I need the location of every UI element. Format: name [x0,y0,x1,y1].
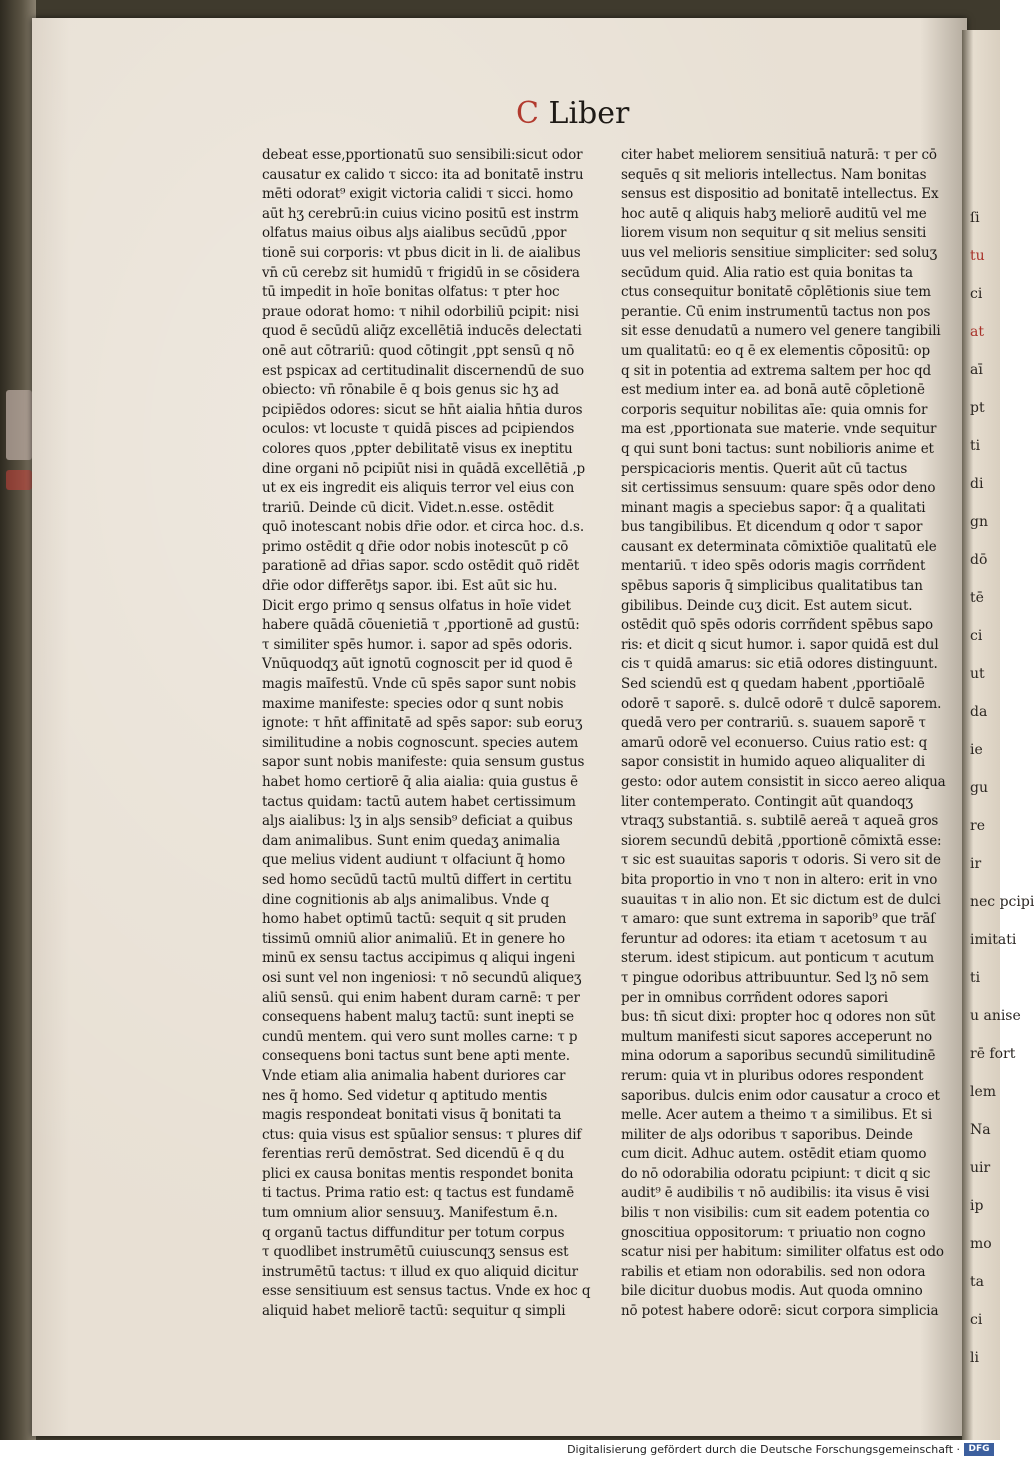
text-line: rerum: quia vt in pluribus odores respondent [621,1067,924,1084]
text-line: osi sunt vel non ingeniosi: τ nō secundū aliqueʒ [262,969,582,986]
text-line: uus vel melioris sensitiue simpliciter: sed soluʒ [621,244,938,261]
text-line: praue odorat homo: τ nihil odorbiliū pcipit: nisi [262,303,579,320]
text-line: pcipiēdos odores: sicut se hn̄t aialia hn̄tia duros [262,401,583,418]
text-line: secūdum quid. Alia ratio est quia bonitas ta [621,264,913,281]
text-line: maxime manifeste: species odor q sunt nobis [262,695,564,712]
text-line: ferentias rerū demōstrat. Sed dicendū ē q du [262,1146,565,1163]
text-line: liorem visum non sequitur q sit melius sensiti [621,225,927,242]
facing-text-fragment: tu [970,248,985,264]
text-line: magis respondeat bonitati visus q̄ bonitati ta [262,1107,562,1124]
text-line: mēti odorat⁹ exigit victoria calidi τ sicci. homo [262,186,574,203]
text-line: do nō odorabilia odoratu pcipiunt: τ dicit q sic [621,1165,931,1182]
text-line: sed homo secūdū tactū multū differt in certitu [262,871,572,888]
facing-text-fragment: aī [970,362,983,378]
facing-text-fragment: ta [970,1274,984,1290]
text-line: primo ostēdit q dr̄ie odor nobis inotescūt p cō [262,538,569,555]
text-line: suauitas τ in alio non. Et sic dictum est de dulci [621,891,941,908]
facing-text-fragment: ip [970,1198,984,1214]
text-line: ignote: τ hn̄t affinitatē ad spēs sapor: sub eoruʒ [262,715,583,732]
text-line: causatur ex calido τ sicco: ita ad bonitatē instru [262,166,584,183]
facing-text-fragment: ſi [970,210,980,226]
book-binding [0,0,36,1440]
text-line: siorem secundū debitā ,pportionē cōmixtā esse: [621,832,942,849]
facing-text-fragment: re [970,818,985,834]
text-line: tum omnium alior sensuuʒ. Manifestum ē.n. [262,1205,558,1222]
text-line: plici ex causa bonitas mentis respondet bonita [262,1165,574,1182]
text-line: τ amaro: que sunt extrema in saporib⁹ que trāſ [621,911,936,928]
text-line: aūt hʒ cerebrū:in cuius vicino positū est instrm [262,205,579,222]
text-line: q qui sunt boni tactus: sunt nobilioris anime et [621,440,934,457]
text-line: alȷs aialibus: lʒ in alȷs sensib⁹ deficiat a quibus [262,813,573,830]
text-line: per in omnibus corrñdent odores sapori [621,989,888,1006]
text-line: τ quodlibet instrumētū cuiuscunqʒ sensus est [262,1244,569,1261]
text-line: cum dicit. Adhuc autem. ostēdit etiam quomo [621,1146,927,1163]
facing-text-fragment: nec pcipi [970,894,1034,910]
text-line: onē aut cōtrariū: quod cōtingit ,ppt sensū q nō [262,342,575,359]
text-line: dr̄ie odor differētȷs sapor. ibi. Est aūt sic hu. [262,578,558,595]
footer-bar [0,1440,1000,1459]
text-line: saporibus. dulcis enim odor causatur a croco et [621,1087,940,1104]
text-line: q sit in potentia ad extrema saltem per hoc qd [621,362,931,379]
text-line: bilis τ non visibilis: cum sit eadem potentia co [621,1205,930,1222]
facing-text-fragment: ut [970,666,985,682]
text-line: habere quādā cōuenietiā τ ,pportionē ad gustū: [262,617,580,634]
spine-fragment [6,470,32,490]
text-line: instrumētū tactus: τ illud ex quo aliquid dicitur [262,1263,578,1280]
text-line: debeat esse,pportionatū suo sensibili:sicut odor [262,147,583,163]
facing-text-fragment: mo [970,1236,992,1252]
text-line: tactus quidam: tactū autem habet certissimum [262,793,576,810]
text-line: Dicit ergo primo q sensus olfatus in hoīe videt [262,597,571,614]
text-line: sterum. idest stipicum. aut ponticum τ acutum [621,950,934,967]
text-line: mentariū. τ ideo spēs odoris magis corrñdent [621,558,926,575]
text-line: militer de alȷs odoribus τ saporibus. Deinde [621,1126,913,1143]
text-line: dine cognitionis ab alȷs animalibus. Vnde q [262,891,550,908]
text-line: consequens boni tactus sunt bene apti mente. [262,1048,570,1065]
text-line: cis τ quidā amarus: sic etiā odores distinguunt. [621,656,938,673]
text-line: spēbus saporis q̄ simplicibus qualitatibus tan [621,578,923,595]
text-line: vtraqʒ substantiā. s. subtilē aereā τ aqueā gros [621,813,939,830]
text-line: est medium inter ea. ad bonā autē cōpletionē [621,382,925,399]
text-line: aliū sensū. qui enim habent duram carnē: τ per [262,989,580,1006]
facing-text-fragment: ir [970,856,982,872]
text-line: ut ex eis ingredit eis aliquis terror vel eius con [262,480,575,497]
dfg-logo: DFG [964,1443,994,1456]
text-line: quod ē secūdū aliq̄z excellētiā inducēs delectati [262,323,582,340]
text-line: corporis sequitur nobilitas aīe: quia omnis for [621,401,928,418]
text-line: quō inotescant nobis dr̄ie odor. et circa hoc. d.s. [262,519,584,536]
text-line: obiecto: vn̄ rōnabile ē q bois genus sic hʒ ad [262,382,559,399]
text-line: gesto: odor autem consistit in sicco aereo aliqua [621,774,946,790]
text-line: sapor sunt nobis manifeste: quia sensum gustus [262,754,585,771]
text-line: tū impedit in hoīe bonitas olfatus: τ pter hoc [262,284,560,301]
text-line: bus tangibilibus. Et dicendum q odor τ sapor [621,519,923,536]
text-line: um qualitatū: eo q ē ex elementis cōpositū: op [621,342,931,359]
text-line: dam animalibus. Sunt enim quedaʒ animalia [262,832,560,849]
text-line: mina odorum a saporibus secundū similitudinē [621,1048,936,1065]
text-line: causant ex determinata cōmixtiōe qualitatū ele [621,538,937,555]
right-text-column [621,146,945,1322]
text-line: ctus consequitur bonitatē cōplētionis siue tem [621,284,931,301]
facing-text-fragment: gu [970,780,988,796]
text-line: sit certissimus sensuum: quare spēs odor deno [621,480,936,497]
text-line: hoc autē q aliquis habʒ meliorē auditū vel me [621,205,927,222]
facing-text-fragment: rē fort [970,1046,1016,1062]
text-line: gnoscitiua oppositorum: τ priuatio non cogno [621,1224,926,1241]
running-header [516,96,629,136]
text-line: minant magis a speciebus sapor: q̄ a qualitati [621,499,926,516]
text-line: scatur nisi per habitum: similiter olfatus est odo [621,1244,944,1261]
text-line: trariū. Deinde cū dicit. Videt.n.esse. ostēdit [262,499,554,516]
text-line: olfatus maius oibus alȷs aialibus secūdū ,ppor [262,225,567,242]
text-line: perantie. Cū enim instrumentū tactus non pos [621,303,931,320]
facing-text-fragment: ci [970,1312,983,1328]
facing-text-fragment: ie [970,742,983,758]
header-initial: C [516,96,539,131]
facing-text-fragment: imitati [970,932,1017,948]
text-line: ti tactus. Prima ratio est: q tactus est fundamē [262,1185,575,1202]
text-line: Sed sciendū est q quedam habent ,pportiōalē [621,676,925,693]
text-line: dine organi nō pcipiūt nisi in quādā excellētiā ,p [262,460,586,477]
text-line: rabilis et etiam non odorabilis. sed non odora [621,1263,926,1280]
text-line: multum manifesti sicut sapores acceperunt no [621,1028,933,1045]
text-line: perspicacioris mentis. Querit aūt cū tactus [621,460,908,477]
facing-text-fragment: tē [970,590,984,606]
text-line: τ similiter spēs humor. i. sapor ad spēs odoris. [262,636,573,653]
text-line: consequens habent maluʒ tactū: sunt inepti se [262,1009,574,1026]
text-line: ctus: quia visus est spūalior sensus: τ plures dif [262,1126,582,1143]
facing-text-fragment: ci [970,628,983,644]
text-line: liter contemperato. Contingit aūt quandoqʒ [621,793,913,810]
facing-text-fragment: uir [970,1160,991,1176]
text-line: minū ex sensu tactus accipimus q aliqui ingeni [262,950,576,967]
text-line: gibilibus. Deinde cuʒ dicit. Est autem sicut. [621,597,913,614]
text-line: melle. Acer autem a theimo τ a similibus. Et si [621,1107,932,1124]
facing-text-fragment: Na [970,1122,991,1138]
text-line: audit⁹ ē audibilis τ nō audibilis: ita visus ē visi [621,1185,930,1202]
text-line: similitudine a nobis cognoscunt. species autem [262,734,579,751]
text-line: Vnūquodqʒ aūt ignotū cognoscit per id quod ē [262,656,573,673]
text-line: ris: et dicit q sicut humor. i. sapor quidā est dul [621,636,939,653]
facing-text-fragment: u anise [970,1008,1021,1024]
text-line: nes q̄ homo. Sed videtur q aptitudo mentis [262,1087,548,1104]
facing-text-fragment: dō [970,552,988,568]
facing-text-fragment: da [970,704,988,720]
text-line: cundū mentem. qui vero sunt molles carne: τ p [262,1028,578,1045]
funding-credit: Digitalisierung gefördert durch die Deutsche Forschungsgemeinschaft · [567,1443,960,1456]
text-line: feruntur ad odores: ita etiam τ acetosum τ au [621,930,928,947]
text-line: habet homo certiorē q̄ alia aialia: quia gustus ē [262,774,579,790]
text-line: citer habet meliorem sensitiuā naturā: τ per cō [621,147,937,163]
text-line: esse sensitiuum est sensus tactus. Vnde ex hoc q [262,1283,591,1300]
text-line: aliquid habet meliorē tactū: sequitur q simpli [262,1303,566,1320]
text-line: bus: tn̄ sicut dixi: propter hoc q odores non sūt [621,1009,936,1026]
facing-text-fragment: di [970,476,984,492]
text-line: Vnde etiam alia animalia habent duriores car [262,1067,566,1084]
facing-text-fragment: pt [970,400,985,416]
text-line: odorē τ saporē. s. dulcē odorē τ dulcē saporem. [621,695,942,712]
text-line: parationē ad dr̄ias sapor. scdo ostēdit quō ridēt [262,558,580,575]
text-line: vn̄ cū cerebz sit humidū τ frigidū in se cōsidera [262,264,580,281]
text-line: bita proportio in vno τ non in altero: erit in vno [621,871,938,888]
text-line: amarū odorē vel econuerso. Cuius ratio est: q [621,734,928,751]
text-line: nō potest habere odorē: sicut corpora simplicia [621,1303,939,1320]
text-line: τ pingue odoribus attribuuntur. Sed lʒ nō sem [621,969,929,986]
facing-text-fragment: lem [970,1084,997,1100]
left-text-column [262,146,591,1322]
text-line: quedā vero per contrariū. s. suauem saporē τ [621,715,926,732]
facing-text-fragment: gn [970,514,988,530]
text-line: ma est ,pportionata sue materie. vnde sequitur [621,421,937,438]
text-line: sequēs q sit melioris intellectus. Nam bonitas [621,166,927,183]
facing-text-fragment: ti [970,438,981,454]
facing-text-fragment: li [970,1350,979,1366]
facing-page-edge [962,30,1034,1440]
facing-text-fragment: ci [970,286,983,302]
text-line: tissimū omniū alior animaliū. Et in genere ho [262,930,566,947]
text-line: sit esse denudatū a numero vel genere tangibili [621,323,941,340]
facing-text-fragment: at [970,324,984,340]
text-line: bile dicitur duobus modis. Aut quoda omnino [621,1283,923,1300]
text-line: colores quos ,ppter debilitatē visus ex ineptitu [262,440,573,457]
text-line: magis maīfestū. Vnde cū spēs sapor sunt nobis [262,676,576,693]
text-line: q organū tactus diffunditur per totum corpus [262,1224,565,1241]
facing-text-fragment: ti [970,970,981,986]
text-line: oculos: vt locuste τ quidā pisces ad pcipiendos [262,421,575,438]
header-word: Liber [548,96,630,131]
text-line: sensus est dispositio ad bonitatē intellectus. Ex [621,186,939,203]
text-line: est pspicax ad certitudinalit discernendū de suo [262,362,584,379]
text-line: sapor consistit in humido aqueo aliqualiter di [621,754,926,771]
text-line: homo habet optimū tactū: sequit q sit pruden [262,911,567,928]
text-line: tionē sui corporis: vt pbus dicit in li. de aialibus [262,244,581,261]
text-line: que melius vident audiunt τ olfaciunt q̄ homo [262,852,566,869]
text-line: ostēdit quō spēs odoris corrñdent spēbus sapo [621,617,934,634]
spine-fragment [6,390,32,460]
text-line: τ sic est suauitas saporis τ odoris. Si vero sit de [621,852,941,869]
